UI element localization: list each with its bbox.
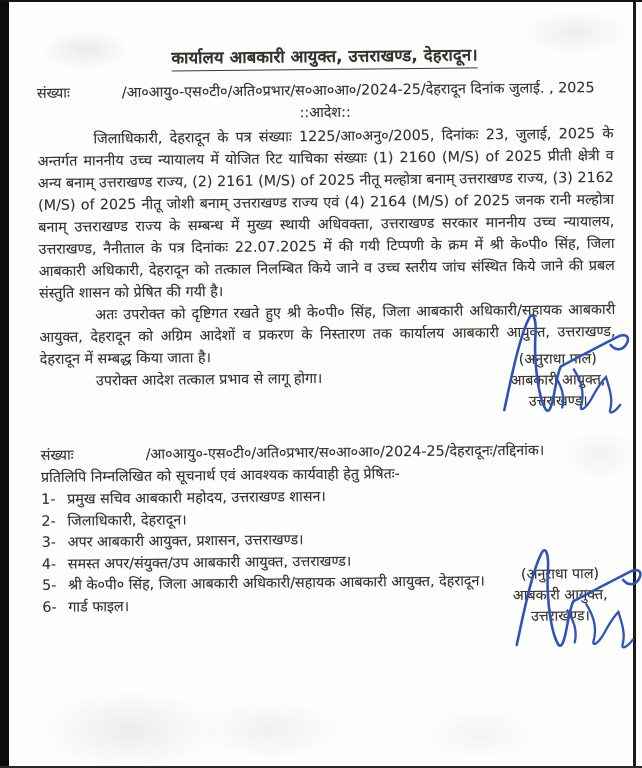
copy-item-text: गार्ड फाइल। <box>68 598 130 616</box>
copy-item-number: 3- <box>41 534 56 551</box>
copy-item-text: अपर आबकारी आयुक्त, प्रशासन, उत्तराखण्ड। <box>67 532 304 551</box>
signatory-name: (अनुराधा पाल) <box>520 566 600 583</box>
letterhead <box>36 43 612 73</box>
endorsement-reference-number: /आ०आयु०-एस०टी०/अति०प्रभार/स०आ०आ०/2024-25/देहरादूनः/तद्दिनांक। <box>145 442 545 463</box>
office-title: कार्यालय आबकारी आयुक्त, उत्तराखण्ड, देहरादून। <box>171 44 478 71</box>
signature-block-top <box>478 349 639 414</box>
order-heading: ::आदेश:: <box>299 104 351 122</box>
endorsement-reference-label: संख्याः <box>40 447 74 464</box>
signature-block-bottom <box>480 564 641 629</box>
copy-to-heading: प्रतिलिपि निम्नलिखित को सूचनार्थ एवं आवश्यक कार्यवाही हेतु प्रेषितः- <box>40 466 400 486</box>
order-paragraph-2: अतः उपरोक्त को दृष्टिगत रखते हुए श्री के०पी० सिंह, जिला आबकारी अधिकारी/सहायक आबकारी आयुक्त, देहरादून को अग्रिम आदेशों व प्रकरण के निस्तारण तक कार्यालय आबकारी आयुक्त, उत्तराखण्ड, देहरादून में सम्बद्ध किया जाता है। <box>39 301 616 368</box>
reference-label: संख्याः <box>36 85 70 102</box>
order-paragraph-3: उपरोक्त आदेश तत्काल प्रभाव से लागू होगा। <box>95 370 323 390</box>
order-paragraph-1: जिलाधिकारी, देहरादून के पत्र संख्याः 1225/आ०अनु०/2005, दिनांकः 23, जुलाई, 2025 के अन्तर्गत माननीय उच्च न्यायालय में योजित रिट याचिका संख्याः (1) 2160 (M/S) of 2025 प्रीती क्षेत्री व अन्य बनाम् उत्तराखण्ड राज्य, (2) 2161 (M/S) of 2025 नीतू मल्होत्रा बनाम् उत्तराखण्ड राज्य, (3) 2162 (M/S) of 2025 नीतू जोशी बनाम् उत्तराखण्ड राज्य एवं (4) 2164 (M/S) of 2025 जनक रानी मल्होत्रा बनाम् उत्तराखण्ड राज्य के सम्बन्ध में मुख्य स्थायी अधिवक्ता, उत्तराखण्ड सरकार माननीय उच्च न्यायालय, उत्तराखण्ड, नैनीताल के पत्र दिनांकः 22.07.2025 में की गयी टिप्पणी के क्रम में श्री के०पी० सिंह, जिला आबकारी अधिकारी, देहरादून को तत्काल निलम्बित किये जाने व उच्च स्तरीय जांच संस्थित किये जाने की प्रबल संस्तुति शासन को प्रेषित की गयी है। <box>37 125 615 302</box>
signatory-state: उत्तराखण्ड। <box>528 393 588 410</box>
copy-item-number: 4- <box>41 556 57 573</box>
signatory-name: (अनुराधा पाल) <box>518 351 597 368</box>
signatory-designation: आबकारी आयुक्त, <box>510 372 606 390</box>
copy-item-number: 6- <box>42 599 57 616</box>
reference-number: /आ०आयु०-एस०टी०/अति०प्रभार/स०आ०आ०/2024-25/देहरादून दिनांक जुलाई. , 2025 <box>121 80 595 102</box>
copy-item-text: श्री के०पी० सिंह, जिला आबकारी अधिकारी/सहायक आबकारी आयुक्त, देहरादून। <box>68 573 485 594</box>
signatory-state: उत्तराखण्ड। <box>530 608 590 625</box>
copy-item-text: प्रमुख सचिव आबकारी महोदय, उत्तराखण्ड शासन। <box>67 488 326 508</box>
copy-item-number: 1- <box>41 491 56 508</box>
copy-item-text: जिलाधिकारी, देहरादून। <box>67 511 187 530</box>
copy-item-text: समस्त अपर/संयुक्त/उप आबकारी आयुक्त, उत्तराखण्ड। <box>67 553 352 573</box>
copy-item-number: 5- <box>42 577 57 594</box>
signatory-designation: आबकारी आयुक्त, <box>512 587 608 605</box>
copy-item-number: 2- <box>41 513 56 530</box>
